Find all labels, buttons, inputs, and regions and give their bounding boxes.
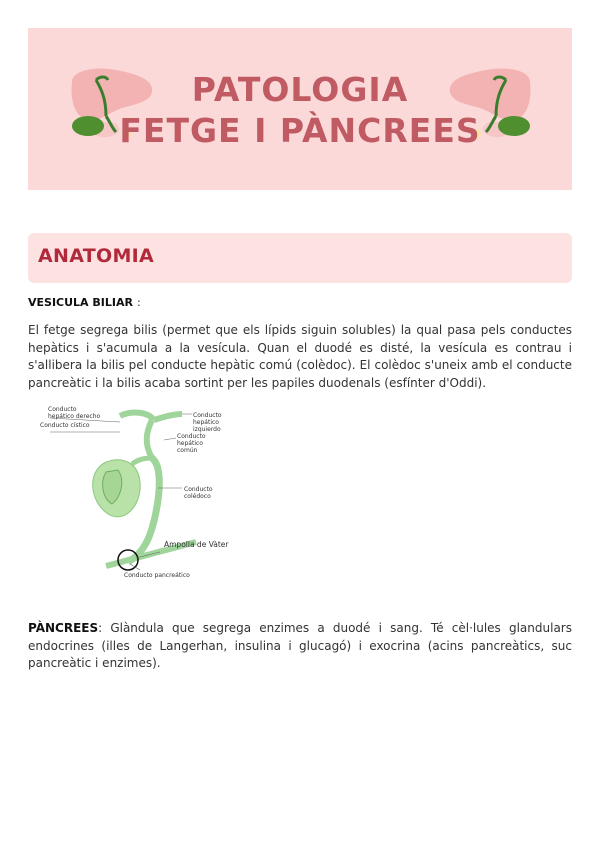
pancrees-paragraph (28, 620, 572, 673)
vesicula-heading: VESICULA BILIAR (28, 296, 133, 309)
label-conducto-hepatico-comun: Conducto hepático común (177, 433, 206, 454)
vesicula-heading-suffix: : (137, 296, 141, 309)
pancrees-text: : Glàndula que segrega enzimes a duodé i sang. Té cèl·lules glandulars endocrines (illes de Langerhan, insulina i glucagó) i exocrina (acins pancreàtics, suc pancreàtic i enzimes). (28, 621, 572, 670)
pancrees-lead: PÀNCREES (28, 621, 99, 635)
label-ampolla-vater: Ampolla de Vàter (164, 540, 229, 549)
biliary-anatomy-diagram (36, 402, 256, 584)
vesicula-paragraph: El fetge segrega bilis (permet que els lípids siguin solubles) la qual pasa pels conductes hepàtics i s'acumula a la vesícula. Quan el duodé es disté, la vesícula es contrau i s'allibera la bilis pel conducte hepàtic comú (colèdoc). El colèdoc s'uneix amb el conducte pancreàtic i la bilis acaba sortint per les papiles duodenals (esfínter d'Oddi). (28, 323, 572, 390)
label-conducto-pancreatico: Conducto pancreático (124, 572, 190, 579)
section-header (28, 233, 572, 283)
label-conducto-cistico: Conducto cístico (40, 422, 90, 429)
label-conducto-hepatico-derecho: Conducto hepático derecho (48, 406, 101, 420)
label-conducto-hepatico-izquierdo: Conducto hepático izquierdo (193, 412, 222, 433)
label-conducto-coledoco: Conducto colédoco (184, 486, 213, 500)
biliary-diagram-illustration (36, 402, 256, 584)
section-title: ANATOMIA (38, 245, 155, 267)
banner-title-line2: FETGE I PÀNCREES (119, 111, 481, 150)
banner-title-line1: PATOLOGIA (191, 70, 409, 109)
